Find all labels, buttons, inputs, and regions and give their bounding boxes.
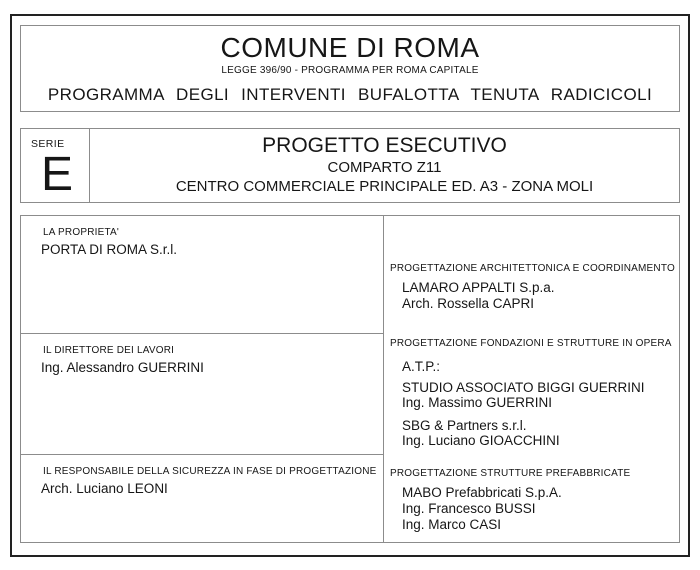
header-box: [20, 25, 680, 112]
role-cell-property: [21, 216, 383, 334]
design-group-architecture: [384, 262, 679, 311]
design-group-label: PROGETTAZIONE ARCHITETTONICA E COORDINAMENTO: [390, 263, 675, 274]
page-title: COMUNE DI ROMA: [220, 32, 480, 63]
design-name: Ing. Marco CASI: [402, 517, 502, 532]
design-name: MABO Prefabbricati S.p.A.: [402, 485, 562, 500]
project-subtitle: COMPARTO Z11: [327, 159, 442, 176]
role-cell-works-director: [21, 334, 383, 455]
series-cell: [21, 129, 90, 202]
header-program-line: PROGRAMMA DEGLI INTERVENTI BUFALOTTA TENUTA RADICICOLI: [47, 85, 653, 105]
project-cell: [90, 129, 679, 202]
design-group-label: PROGETTAZIONE FONDAZIONI E STRUTTURE IN OPERA: [390, 338, 672, 349]
design-name-block: [402, 380, 679, 411]
header-subtitle: LEGGE 396/90 - PROGRAMMA PER ROMA CAPITALE: [221, 65, 479, 77]
roles-column: [21, 216, 384, 542]
design-name: STUDIO ASSOCIATO BIGGI GUERRINI: [402, 379, 645, 395]
role-cell-safety-manager: [21, 455, 383, 542]
design-name: Arch. Rossella CAPRI: [402, 295, 535, 311]
project-title: PROGETTO ESECUTIVO: [262, 134, 507, 157]
role-name: Ing. Alessandro GUERRINI: [41, 360, 204, 375]
role-label: LA PROPRIETA': [43, 227, 120, 238]
design-name-block: [402, 359, 679, 375]
design-group-foundations: [384, 337, 679, 449]
design-group-label: PROGETTAZIONE STRUTTURE PREFABBRICATE: [390, 468, 631, 479]
design-name-block: [402, 485, 679, 533]
design-name: A.T.P.:: [402, 359, 441, 374]
design-group-precast: [384, 467, 679, 533]
design-name: Ing. Luciano GIOACCHINI: [402, 433, 560, 448]
design-column: [384, 216, 679, 542]
series-project-box: [20, 128, 680, 203]
role-label: IL DIRETTORE DEI LAVORI: [43, 345, 175, 356]
design-name: LAMARO APPALTI S.p.a.: [402, 280, 555, 295]
role-name: Arch. Luciano LEONI: [41, 481, 168, 496]
design-name-block: [402, 280, 679, 311]
main-roles-box: [20, 215, 680, 543]
design-name-block: [402, 418, 679, 449]
role-label: IL RESPONSABILE DELLA SICUREZZA IN FASE DI PROGETTAZIONE: [43, 466, 377, 477]
design-name: Ing. Francesco BUSSI: [402, 501, 536, 516]
design-name: SBG & Partners s.r.l.: [402, 417, 527, 433]
series-label: SERIE: [31, 138, 65, 150]
design-name: Ing. Massimo GUERRINI: [402, 395, 553, 410]
role-name: PORTA DI ROMA S.r.l.: [41, 242, 178, 257]
series-value: E: [41, 148, 74, 201]
project-description: CENTRO COMMERCIALE PRINCIPALE ED. A3 - ZONA MOLI: [175, 178, 594, 195]
